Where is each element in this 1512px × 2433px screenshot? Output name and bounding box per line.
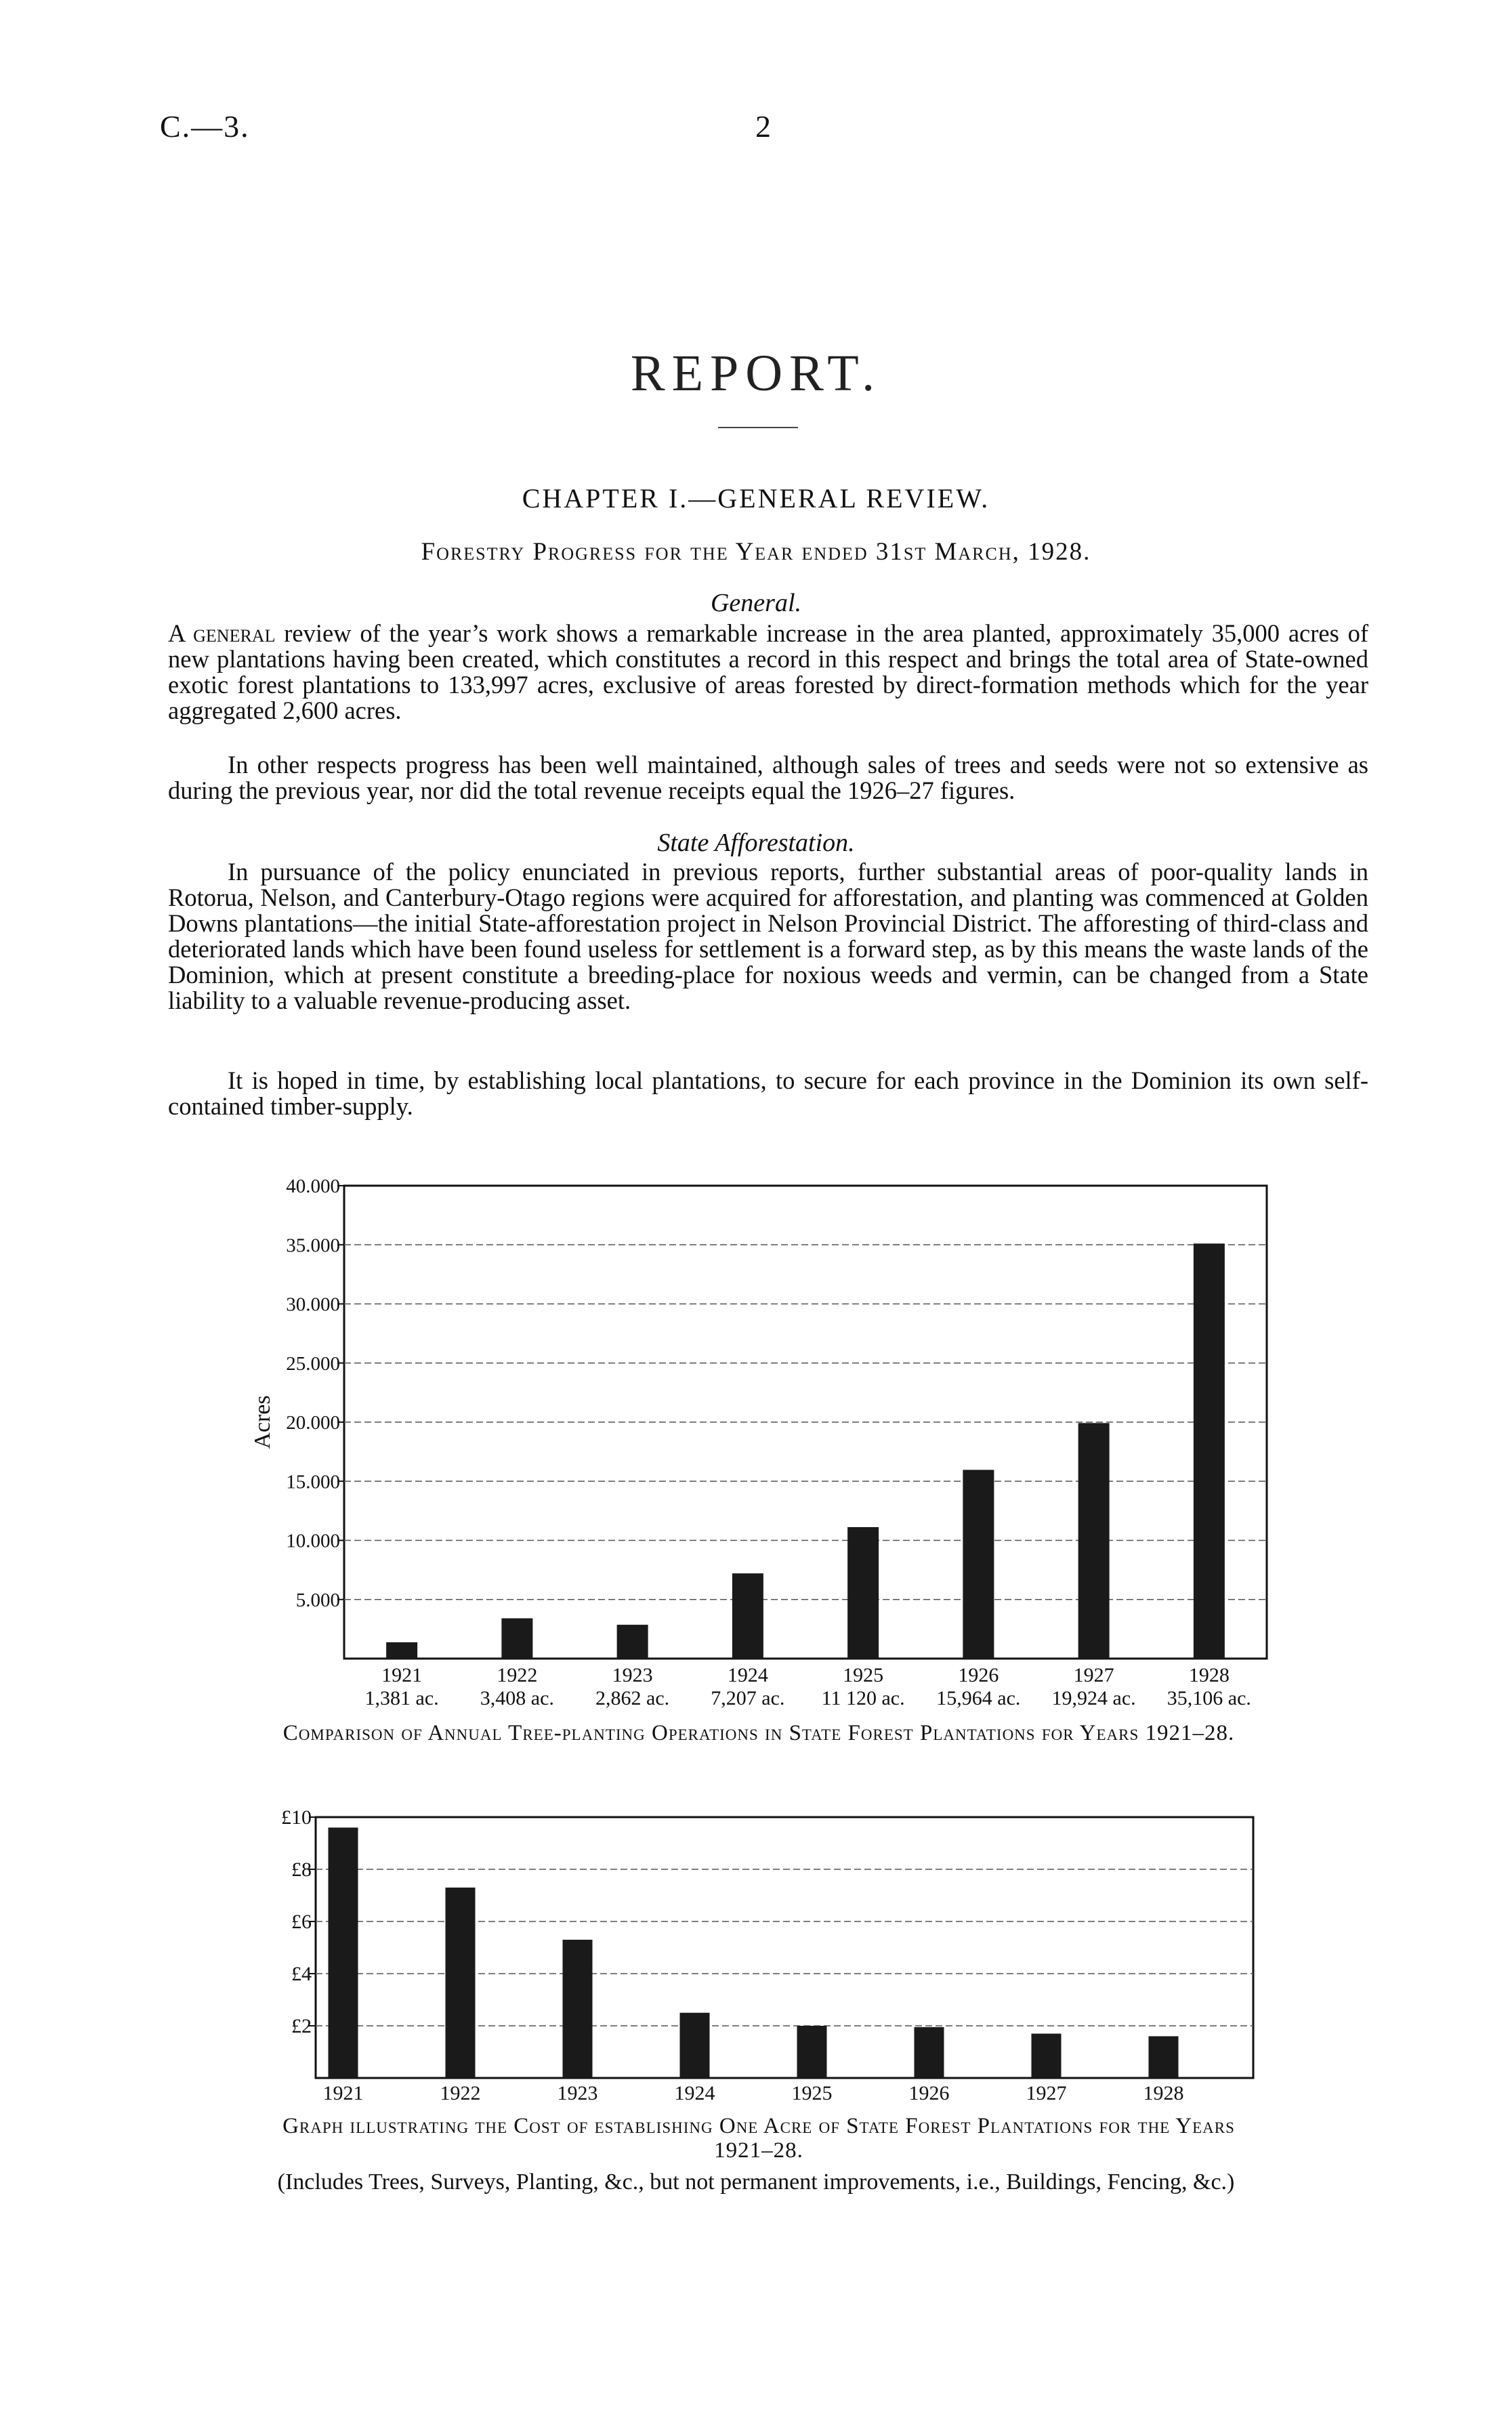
sub-title: Forestry Progress for the Year ended 31st March, 1928. [421,538,1091,566]
y-tick-label: 20.000 [286,1412,340,1434]
x-tick-label: 1922 [497,1664,538,1686]
page-number: 2 [755,109,772,144]
bar-1927 [1078,1423,1110,1659]
y-tick-label: £2 [291,2015,312,2037]
section-heading-state-afforestation: State Afforestation. [657,829,855,857]
paragraph-state-2: It is hoped in time, by establishing local plantations, to secure for each province in the Dominion its own self-contained timber-supply. [168,1066,1368,1120]
paragraph-lead: A general [168,619,276,647]
bar-1926 [915,2027,944,2078]
bar-value-label: 35,106 ac. [1167,1687,1251,1709]
y-tick-label: £6 [291,1911,312,1933]
x-tick-label: 1925 [791,2082,833,2104]
bar-value-label: 1,381 ac. [364,1687,439,1709]
bar-1927 [1032,2034,1062,2078]
bar-value-label: 19,924 ac. [1051,1687,1136,1709]
bar-1925 [797,2026,827,2078]
bar-1923 [563,1940,593,2078]
bar-1928 [1149,2036,1179,2078]
bar-1924 [680,2013,710,2078]
title-rule [718,427,798,428]
y-tick-label: £10 [281,1806,312,1829]
bar-1923 [617,1625,648,1659]
bar-1926 [963,1470,994,1659]
bar-1922 [446,1888,476,2078]
y-tick-label: £4 [291,1963,312,1985]
x-tick-label: 1921 [322,2082,364,2104]
report-title: REPORT. [630,345,882,402]
planting-chart [0,1152,1512,1714]
paragraph-general-1 [168,621,1368,724]
y-tick-label: 25.000 [286,1352,340,1375]
y-tick-label: 40.000 [286,1176,340,1197]
cost-chart-note: (Includes Trees, Surveys, Planting, &c., but not permanent improvements, i.e., Buildings, Fencing, &c.) [277,2169,1235,2195]
y-tick-label: £8 [291,1858,312,1881]
paragraph-text: review of the year’s work shows a remarkable increase in the area planted, approximately 35,000 acres of new plantations having been created, which constitutes a record in this respect and brings the total area of State-owned exotic forest plantations to 133,997 acres, exclusive of areas forested by direct-formation methods which for the year aggregated 2,600 acres. [168,619,1368,724]
cost-chart-caption: Graph illustrating the Cost of establishing One Acre of State Forest Plantations for the Years 1921–28. [282,2114,1235,2163]
bar-value-label: 15,964 ac. [936,1687,1021,1709]
page-ref: C.—3. [160,109,250,144]
bar-1924 [732,1573,763,1659]
x-tick-label: 1923 [557,2082,598,2104]
x-tick-label: 1924 [727,1664,768,1686]
x-tick-label: 1922 [440,2082,481,2104]
bar-value-label: 11 120 ac. [821,1687,905,1709]
x-tick-label: 1923 [612,1664,653,1686]
paragraph-state-1: In pursuance of the policy enunciated in previous reports, further substantial areas of poor-quality lands in Rotorua, Nelson, and Canterbury-Otago regions were acquired for afforestation, and planting was commenced at Golden Downs plantations—the initial State-afforestation project in Nelson Provincial District. The afforesting of third-class and deteriorated lands which have been found useless for settlement is a forward step, as by this means the waste lands of the Dominion, which at present constitute a breeding-place for noxious weeds and vermin, can be changed from a State liability to a valuable revenue-producing asset. [168,858,1368,1014]
paragraph-general-2: In other respects progress has been well maintained, although sales of trees and seeds were not so extensive as during the previous year, nor did the total revenue receipts equal the 1926–27 figures. [168,751,1368,804]
y-tick-label: 35.000 [286,1234,340,1257]
y-tick-label: 15.000 [286,1471,340,1493]
x-tick-label: 1921 [381,1664,423,1686]
x-tick-label: 1926 [908,2082,950,2104]
y-tick-label: 5.000 [295,1589,340,1611]
bar-value-label: 7,207 ac. [711,1687,785,1709]
bar-value-label: 3,408 ac. [480,1687,554,1709]
x-tick-label: 1927 [1026,2082,1067,2104]
chapter-title: CHAPTER I.—GENERAL REVIEW. [522,483,990,514]
bar-1921 [386,1642,417,1659]
bar-1925 [847,1527,879,1659]
bar-1928 [1194,1243,1225,1659]
planting-chart-caption: Comparison of Annual Tree-planting Operations in State Forest Plantations for Years 1921–28. [282,1721,1235,1745]
bar-value-label: 2,862 ac. [595,1687,670,1709]
x-tick-label: 1924 [674,2082,715,2104]
y-axis-label: Acres [250,1395,275,1449]
x-tick-label: 1927 [1073,1664,1114,1686]
x-tick-label: 1925 [843,1664,884,1686]
x-tick-label: 1928 [1188,1664,1230,1686]
x-tick-label: 1928 [1143,2082,1184,2104]
cost-chart [0,1789,1512,2107]
y-tick-label: 30.000 [286,1293,340,1316]
section-heading-general: General. [710,589,802,617]
y-tick-label: 10.000 [286,1530,340,1552]
bar-1921 [329,1827,358,2078]
bar-1922 [501,1619,532,1659]
x-tick-label: 1926 [958,1664,999,1686]
